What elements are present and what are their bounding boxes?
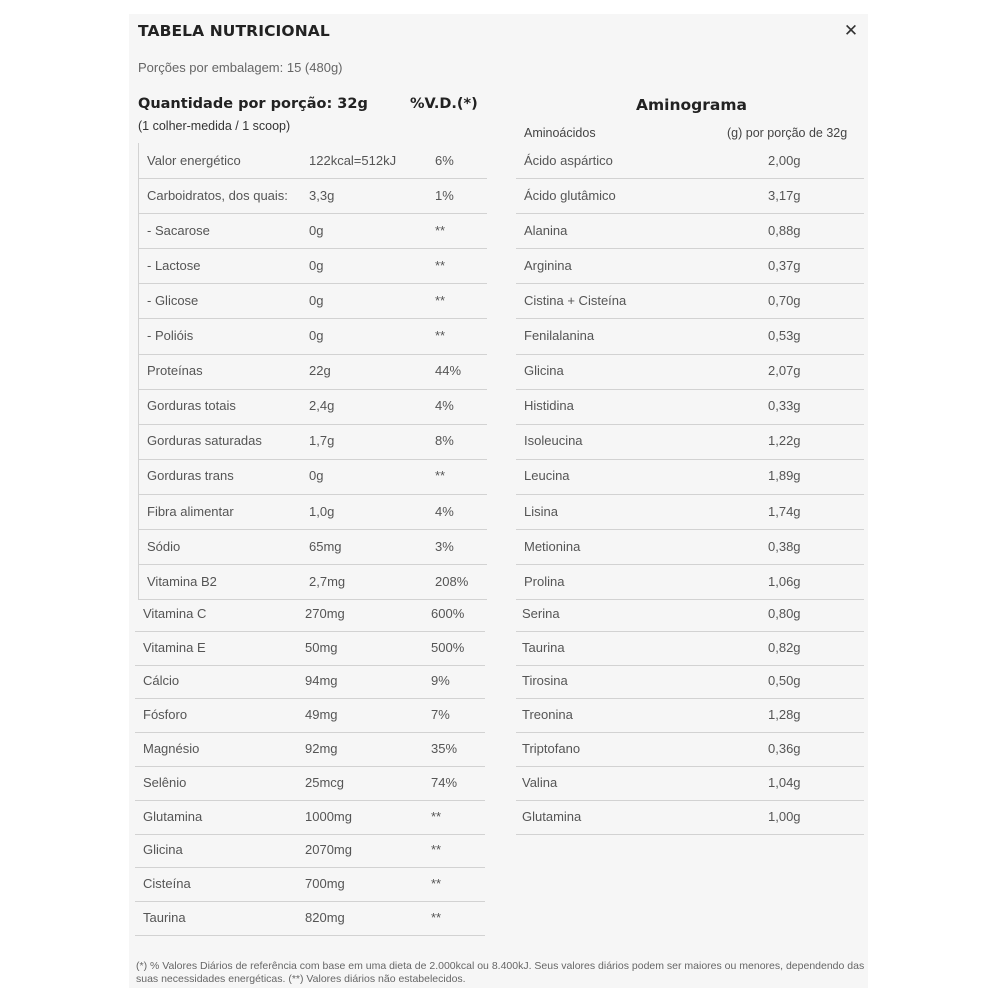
nutrition-row <box>138 143 487 179</box>
nutrient-vd: 35% <box>431 741 458 757</box>
nutrient-amount: 25mcg <box>305 774 345 790</box>
amino-name: Tirosina <box>522 673 568 689</box>
aminogram-row <box>516 529 864 565</box>
nutrient-vd: ** <box>435 257 446 273</box>
nutrient-amount: 0g <box>309 257 324 273</box>
nutrition-row <box>138 459 487 495</box>
nutrient-vd: 600% <box>431 605 465 621</box>
nutrient-name: Vitamina C <box>143 605 207 621</box>
nutrient-amount: 0g <box>309 222 324 238</box>
amino-amount: 1,28g <box>768 707 801 723</box>
amino-amount: 0,38g <box>768 538 801 554</box>
nutrient-vd: ** <box>431 842 442 858</box>
nutrient-name: Cálcio <box>143 673 180 689</box>
nutrient-vd: ** <box>431 910 442 926</box>
amino-amount: 0,37g <box>768 257 801 273</box>
aminogram-row <box>516 665 864 700</box>
nutrient-name: - Glicose <box>147 292 199 308</box>
nutrition-row <box>138 248 487 284</box>
nutrient-amount: 65mg <box>309 538 342 554</box>
amino-name: Isoleucina <box>524 433 583 449</box>
amino-amount: 0,36g <box>768 741 801 757</box>
nutrient-name: Carboidratos, dos quais: <box>147 187 288 203</box>
nutrient-vd: 4% <box>435 398 454 414</box>
nutrient-vd: ** <box>435 328 446 343</box>
aminogram-row <box>516 213 864 249</box>
nutrition-row <box>135 631 485 666</box>
nutrition-row <box>138 319 487 355</box>
amino-amount: 0,88g <box>768 222 801 238</box>
nutrition-row <box>135 665 485 700</box>
amino-name: Arginina <box>524 257 572 273</box>
aminogram-row <box>516 354 864 390</box>
nutrient-name: Fibra alimentar <box>147 503 234 519</box>
nutrient-vd: 74% <box>431 774 458 790</box>
nutrient-amount: 2,4g <box>309 398 335 414</box>
amino-amount: 2,00g <box>768 152 801 168</box>
nutrient-vd: 7% <box>431 707 450 723</box>
nutrient-amount: 50mg <box>305 639 338 655</box>
nutrition-row <box>138 354 487 390</box>
aminogram-row <box>516 800 864 835</box>
nutrient-vd: 500% <box>431 639 465 655</box>
amino-name: Cistina + Cisteína <box>524 292 627 308</box>
nutrition-row <box>138 178 487 214</box>
nutrient-amount: 1,7g <box>309 433 335 449</box>
amino-name: Metionina <box>524 538 581 554</box>
nutrition-row <box>138 564 487 600</box>
aminogram-row <box>516 459 864 495</box>
amino-name: Treonina <box>522 707 573 723</box>
footnote: (*) % Valores Diários de referência com base em uma dieta de 2.000kcal ou 8.400kJ. Seus valores diários podem ser maiores ou menores, dependendo das suas necessidades energéticas. (**) Valores diários não estabelecidos. <box>136 960 865 985</box>
nutrient-amount: 0g <box>309 328 324 343</box>
amino-amount: 1,89g <box>768 468 801 484</box>
nutrient-amount: 92mg <box>305 741 338 757</box>
nutrient-vd: ** <box>435 222 446 238</box>
amino-amount: 2,07g <box>768 363 801 379</box>
nutrient-amount: 1,0g <box>309 503 335 519</box>
amino-amount: 0,82g <box>768 639 801 655</box>
nutrient-name: Gorduras trans <box>147 468 234 484</box>
nutrient-name: Vitamina B2 <box>147 573 217 589</box>
nutrient-name: Selênio <box>143 774 187 790</box>
aminogram-row <box>516 283 864 319</box>
nutrient-name: Taurina <box>143 910 186 926</box>
nutrient-vd: ** <box>431 808 442 824</box>
nutrient-name: Proteínas <box>147 363 203 379</box>
nutrition-row <box>135 732 485 767</box>
amino-amount: 1,00g <box>768 808 801 824</box>
nutrient-amount: 270mg <box>305 605 345 621</box>
amino-name: Fenilalanina <box>524 328 595 343</box>
amino-name: Leucina <box>524 468 570 484</box>
nutrition-row <box>135 766 485 801</box>
nutrient-name: - Polióis <box>147 328 194 343</box>
quantity-header: Quantidade por porção: 32g <box>138 96 368 112</box>
nutrient-vd: 208% <box>435 573 469 589</box>
nutrient-vd: 44% <box>435 363 462 379</box>
amino-amount: 0,50g <box>768 673 801 689</box>
nutrient-name: Fósforo <box>143 707 188 723</box>
nutrient-name: Valor energético <box>147 152 241 168</box>
nutrient-name: Sódio <box>147 538 181 554</box>
nutrient-name: - Sacarose <box>147 222 210 238</box>
aminogram-row <box>516 248 864 284</box>
nutrient-name: Gorduras totais <box>147 398 236 414</box>
amino-name: Valina <box>522 774 558 790</box>
aminogram-row <box>516 178 864 214</box>
nutrition-row <box>138 389 487 425</box>
amino-name: Prolina <box>524 573 565 589</box>
nutrient-vd: ** <box>435 468 446 484</box>
nutrient-amount: 820mg <box>305 910 345 926</box>
nutrition-row <box>138 529 487 565</box>
aminogram-row <box>516 389 864 425</box>
nutrition-row <box>138 283 487 319</box>
aminogram-col-amount: (g) por porção de 32g <box>727 126 848 140</box>
amino-name: Triptofano <box>522 741 581 757</box>
amino-name: Serina <box>522 605 560 621</box>
vd-header: %V.D.(*) <box>410 96 478 112</box>
nutrient-name: Cisteína <box>143 876 191 892</box>
nutrient-amount: 1000mg <box>305 808 352 824</box>
nutrient-amount: 49mg <box>305 707 338 723</box>
serving-description: (1 colher-medida / 1 scoop) <box>138 119 291 133</box>
amino-amount: 0,53g <box>768 328 801 343</box>
amino-amount: 0,33g <box>768 398 801 414</box>
nutrient-name: Gorduras saturadas <box>147 433 262 449</box>
nutrient-vd: 6% <box>435 152 454 168</box>
nutrient-vd: ** <box>435 292 446 308</box>
aminogram-row <box>516 631 864 666</box>
nutrient-name: Glutamina <box>143 808 203 824</box>
aminogram-row <box>516 597 864 632</box>
aminogram-row <box>516 424 864 460</box>
nutrient-vd: 9% <box>431 673 450 689</box>
aminogram-row <box>516 319 864 355</box>
aminogram-col-name: Aminoácidos <box>524 126 596 140</box>
nutrition-row <box>135 867 485 902</box>
modal-title: TABELA NUTRICIONAL <box>138 22 330 40</box>
amino-name: Alanina <box>524 222 568 238</box>
amino-name: Ácido aspártico <box>524 152 613 168</box>
nutrient-amount: 0g <box>309 292 324 308</box>
nutrient-name: Magnésio <box>143 741 200 757</box>
amino-name: Histidina <box>524 398 574 414</box>
nutrient-amount: 700mg <box>305 876 345 892</box>
nutrient-amount: 0g <box>309 468 324 484</box>
nutrient-name: Vitamina E <box>143 639 206 655</box>
nutrient-vd: 1% <box>435 187 454 203</box>
nutrition-row <box>135 834 485 869</box>
nutrition-row <box>135 698 485 733</box>
nutrient-amount: 22g <box>309 363 331 379</box>
amino-amount: 1,74g <box>768 503 801 519</box>
amino-amount: 1,22g <box>768 433 801 449</box>
nutrient-name: Glicina <box>143 842 183 858</box>
nutrition-row <box>138 494 487 530</box>
amino-amount: 1,06g <box>768 573 801 589</box>
amino-amount: 3,17g <box>768 187 801 203</box>
nutrition-row <box>135 800 485 835</box>
nutrient-vd: ** <box>431 876 442 892</box>
amino-amount: 1,04g <box>768 774 801 790</box>
aminogram-row <box>516 143 864 179</box>
nutrition-row <box>138 424 487 460</box>
aminogram-row <box>516 732 864 767</box>
nutrient-amount: 2,7mg <box>309 573 346 589</box>
nutrition-row <box>138 213 487 249</box>
amino-name: Taurina <box>522 639 565 655</box>
aminogram-row <box>516 494 864 530</box>
amino-name: Glicina <box>524 363 564 379</box>
nutrient-vd: 8% <box>435 433 454 449</box>
aminogram-title: Aminograma <box>636 96 747 114</box>
amino-name: Glutamina <box>522 808 582 824</box>
nutrition-row <box>135 597 485 632</box>
close-icon[interactable]: ✕ <box>843 21 859 40</box>
aminogram-row <box>516 698 864 733</box>
amino-amount: 0,80g <box>768 605 801 621</box>
nutrient-amount: 3,3g <box>309 187 335 203</box>
amino-name: Ácido glutâmico <box>524 187 616 203</box>
nutrient-amount: 94mg <box>305 673 338 689</box>
amino-amount: 0,70g <box>768 292 801 308</box>
amino-name: Lisina <box>524 503 558 519</box>
servings-per-package: Porções por embalagem: 15 (480g) <box>138 60 343 75</box>
nutrition-row <box>135 901 485 936</box>
nutrient-amount: 2070mg <box>305 842 352 858</box>
aminogram-row <box>516 766 864 801</box>
nutrient-name: - Lactose <box>147 257 201 273</box>
nutrient-vd: 3% <box>435 538 454 554</box>
nutrient-amount: 122kcal=512kJ <box>309 152 397 168</box>
aminogram-row <box>516 564 864 600</box>
nutrient-vd: 4% <box>435 503 454 519</box>
